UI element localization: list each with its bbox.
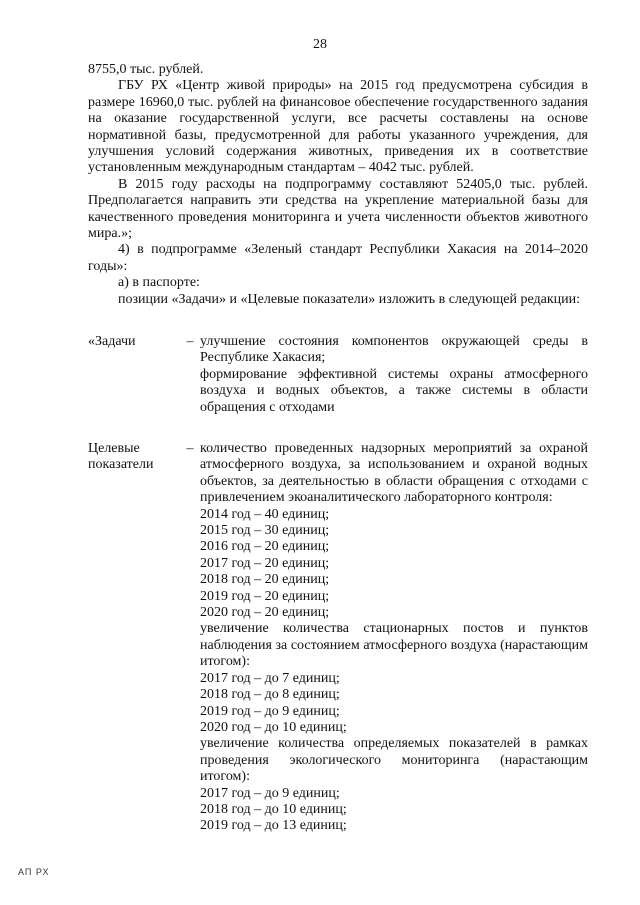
body-text [88,62,588,308]
indicator-line: 2017 год – до 7 единиц; [200,670,340,686]
row-label-tasks: «Задачи [88,334,136,349]
indicator-line: 2014 год – 40 единиц; [200,506,330,522]
paragraph-passport: а) в паспорте: [118,275,200,291]
footer-stamp: АП РХ [18,867,50,877]
paragraph-continuation: 8755,0 тыс. рублей. [88,62,204,77]
row-label-indicators: Целевые показатели [88,441,154,473]
indicator-line: 2016 год – 20 единиц; [200,539,330,555]
indicator-line: 2017 год – 20 единиц; [200,555,330,571]
task-line: улучшение состояния компонентов окружающей среды в Республике Хакасия; [200,334,588,366]
row-dash: – [186,334,194,349]
indicator-line: 2020 год – 20 единиц; [200,605,330,621]
indicator-line: 2020 год – до 10 единиц; [200,719,347,735]
indicator-line: 2019 год – до 9 единиц; [200,703,340,719]
indicator-line: 2018 год – до 8 единиц; [200,687,340,703]
indicator-line: увеличение количества определяемых показателей в рамках проведения экологического мониторинга (нарастающим итогом): [200,736,588,785]
row-content-indicators [200,441,588,835]
indicator-line: увеличение количества стационарных постов и пунктов наблюдения за состоянием атмосферного воздуха (нарастающим итогом): [200,621,588,670]
indicator-line: количество проведенных надзорных мероприятий за охраной атмосферного воздуха, за использованием и охраной водных объектов, за деятельностью в области обращения с отходами с привлечением экоаналитического лабораторного контроля: [200,441,588,506]
row-content-tasks [200,334,588,416]
indicator-line: 2018 год – 20 единиц; [200,572,330,588]
row-dash: – [186,441,194,456]
paragraph-expenses: В 2015 году расходы на подпрограмму составляют 52405,0 тыс. рублей. Предполагается направить эти средства на укрепление материальной базы для качественного проведения мониторинга и учета численности объектов животного мира.»; [88,176,588,242]
indicator-line: 2019 год – до 13 единиц; [200,818,347,834]
indicator-line: 2018 год – до 10 единиц; [200,801,347,817]
page-number: 28 [313,37,327,52]
task-line: формирование эффективной системы охраны атмосферного воздуха и водных объектов, а также системы в области обращения с отходами [200,366,588,415]
indicator-line: 2019 год – 20 единиц; [200,588,330,604]
indicator-line: 2017 год – до 9 единиц; [200,785,340,801]
indicator-line: 2015 год – 30 единиц; [200,523,330,539]
paragraph-subsidy: ГБУ РХ «Центр живой природы» на 2015 год предусмотрена субсидия в размере 16960,0 тыс. рублей на финансовое обеспечение государственного задания на оказание государственной услуги, все расчеты составлены на основе нормативной базы, предусмотренной для работы указанного учреждения, для улучшения условий содержания животных, приведения их в соответствие установленным международным стандартам – 4042 тыс. рублей. [88,78,588,176]
paragraph-positions: позиции «Задачи» и «Целевые показатели» изложить в следующей редакции: [118,291,581,307]
paragraph-subprogram: 4) в подпрограмме «Зеленый стандарт Республики Хакасия на 2014–2020 годы»: [88,242,588,274]
